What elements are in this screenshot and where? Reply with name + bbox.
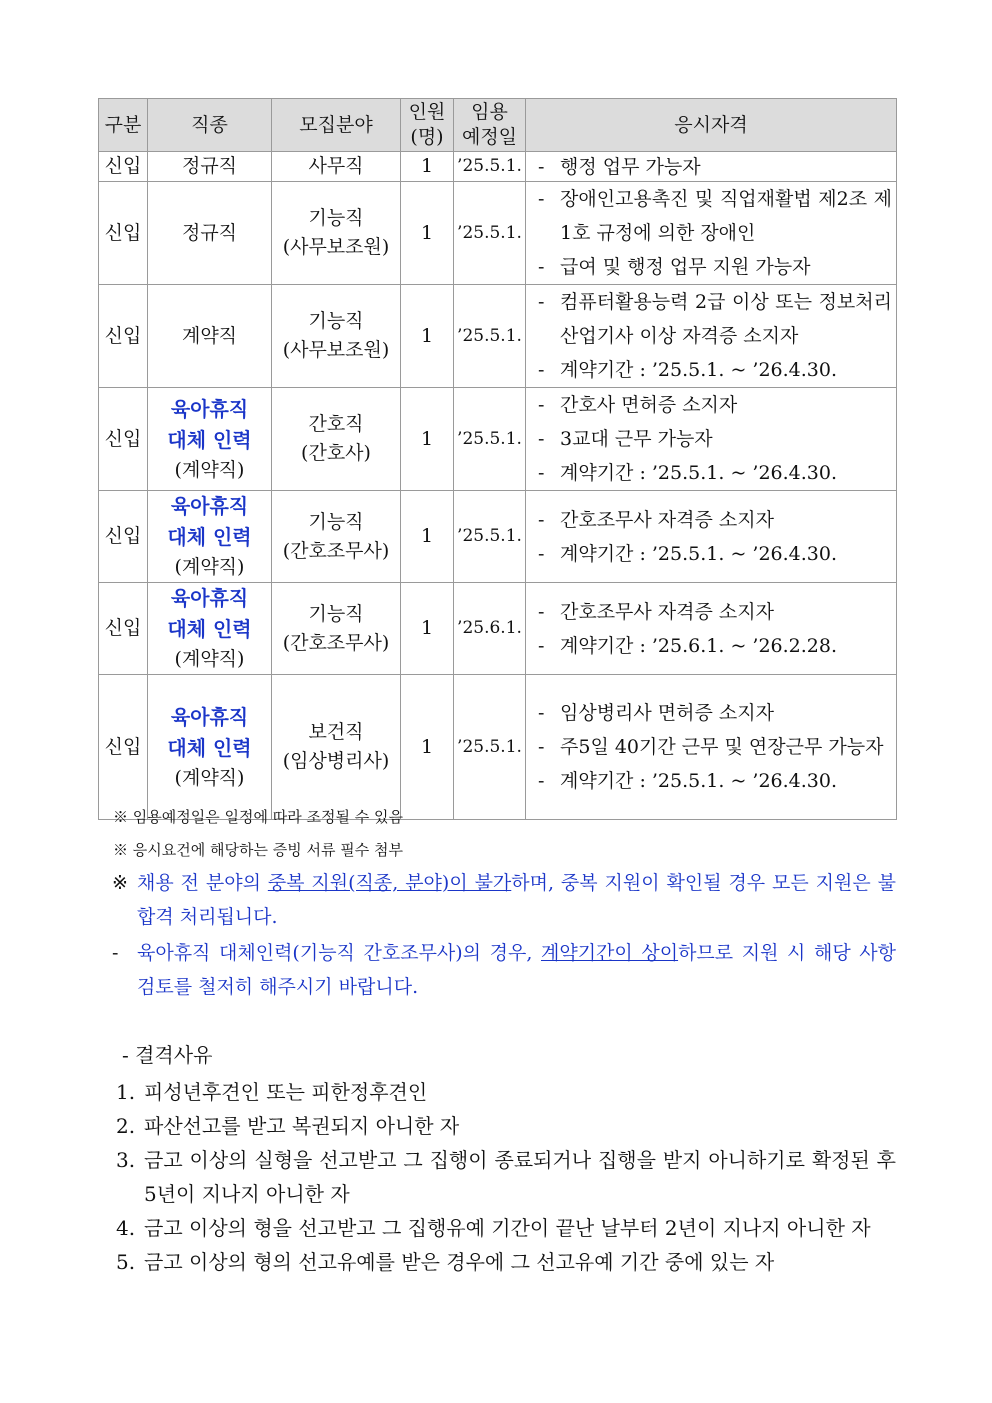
- dash-marker: -: [538, 542, 545, 565]
- cell-qualification: [526, 285, 897, 388]
- cell-headcount: 1: [401, 182, 454, 285]
- cell-job-type: [148, 182, 272, 285]
- qualification-text: 급여 및 행정 업무 지원 가능자: [560, 256, 811, 278]
- qualification-text: 간호조무사 자격증 소지자: [560, 508, 774, 531]
- dash-marker: -: [538, 394, 545, 416]
- job-type-line: 육아휴직: [170, 586, 249, 610]
- cell-field: [272, 182, 401, 285]
- cell-field: [272, 152, 401, 182]
- cell-field: [272, 675, 401, 820]
- qualification-text: 간호사 면허증 소지자: [560, 394, 738, 416]
- disqualification-item: [116, 1245, 896, 1279]
- qualification-item: [538, 456, 892, 490]
- dash-marker: -: [538, 188, 545, 210]
- cell-date: ’25.6.1.: [454, 583, 526, 675]
- cell-date: ’25.5.1.: [454, 152, 526, 182]
- qualification-text: 임상병리사 면허증 소지자: [560, 702, 774, 724]
- dash-marker: -: [538, 736, 545, 758]
- field-line: 보건직: [308, 721, 364, 743]
- table-row: [99, 491, 897, 583]
- recruitment-table: [98, 98, 897, 820]
- cell-qualification: [526, 491, 897, 583]
- job-type-line: 계약직: [181, 324, 238, 347]
- table-row: [99, 285, 897, 388]
- cell-headcount: 1: [401, 583, 454, 675]
- field-line: (사무보조원): [282, 236, 390, 258]
- cell-job-type: [148, 491, 272, 583]
- table-body: [99, 152, 897, 820]
- item-number: 5.: [116, 1250, 136, 1274]
- notice-text-part2: 하며, 중복 지원이 확인될 경우 모든 지원은 불합격 처리됩니다.: [137, 872, 896, 928]
- cell-qualification: [526, 182, 897, 285]
- cell-qualification: [526, 583, 897, 675]
- notice-contract-period: [112, 936, 896, 1004]
- qualification-item: [538, 422, 892, 456]
- cell-headcount: 1: [401, 491, 454, 583]
- field-line: (임상병리사): [282, 750, 390, 772]
- qualification-item: [538, 353, 892, 387]
- cell-field: [272, 388, 401, 491]
- header-headcount-line2: (명): [410, 126, 444, 148]
- notice-mark: ※: [112, 872, 128, 894]
- qualification-item: [538, 182, 892, 250]
- qualification-item: [538, 250, 892, 284]
- qualification-text: 계약기간 : ’25.5.1. ~ ’26.4.30.: [560, 359, 838, 381]
- cell-category: 신입: [99, 152, 148, 182]
- cell-category: 신입: [99, 583, 148, 675]
- notice2-text-part1: 육아휴직 대체인력(기능직 간호조무사)의 경우,: [137, 942, 541, 964]
- notice-dash: -: [112, 942, 119, 964]
- cell-date: ’25.5.1.: [454, 388, 526, 491]
- cell-job-type: [148, 285, 272, 388]
- qualification-item: [538, 595, 892, 629]
- dash-marker: -: [538, 770, 545, 792]
- qualification-item: [538, 629, 892, 663]
- cell-date: ’25.5.1.: [454, 675, 526, 820]
- dash-marker: -: [538, 359, 545, 381]
- disqualification-item: [116, 1143, 896, 1211]
- item-text: 금고 이상의 형의 선고유예를 받은 경우에 그 선고유예 기간 중에 있는 자: [144, 1250, 775, 1274]
- field-line: 기능직: [308, 510, 364, 533]
- notice2-text-underlined: 계약기간이 상이: [540, 942, 679, 964]
- cell-headcount: 1: [401, 285, 454, 388]
- qualification-item: [538, 503, 892, 537]
- notice-duplicate-application: [112, 866, 896, 934]
- job-type-line: 대체 인력: [167, 427, 252, 452]
- cell-job-type: [148, 583, 272, 675]
- dash-marker: -: [538, 428, 545, 450]
- job-type-line: (계약직): [174, 458, 245, 481]
- cell-headcount: 1: [401, 152, 454, 182]
- cell-category: 신입: [99, 675, 148, 820]
- qualification-text: 주5일 40기간 근무 및 연장근무 가능자: [560, 736, 884, 758]
- item-number: 1.: [116, 1080, 136, 1104]
- job-type-line: 정규직: [181, 221, 238, 244]
- qualification-item: [538, 388, 892, 422]
- cell-job-type: [148, 675, 272, 820]
- dash-marker: -: [538, 634, 545, 657]
- job-type-line: 대체 인력: [167, 525, 252, 549]
- disqualification-list: [116, 1075, 896, 1279]
- job-type-line: 대체 인력: [167, 735, 252, 760]
- cell-qualification: [526, 152, 897, 182]
- qualification-item: [538, 154, 892, 180]
- field-line: 기능직: [308, 310, 364, 332]
- cell-category: 신입: [99, 285, 148, 388]
- job-type-line: (계약직): [174, 648, 245, 670]
- qualification-item: [538, 537, 892, 571]
- cell-headcount: 1: [401, 388, 454, 491]
- cell-field: [272, 491, 401, 583]
- cell-category: 신입: [99, 182, 148, 285]
- note-schedule: ※ 임용예정일은 일정에 따라 조정될 수 있음: [113, 808, 403, 826]
- item-number: 4.: [116, 1216, 136, 1240]
- qualification-text: 장애인고용촉진 및 직업재활법 제2조 제1호 규정에 의한 장애인: [560, 188, 892, 244]
- field-line: 간호직: [308, 413, 364, 435]
- header-date-line1: 임용: [471, 101, 508, 123]
- disqualification-item: [116, 1109, 896, 1143]
- notice-text-part1: 채용 전 분야의: [137, 872, 268, 894]
- note-documents: ※ 응시요건에 해당하는 증빙 서류 필수 첨부: [113, 841, 403, 859]
- cell-date: ’25.5.1.: [454, 491, 526, 583]
- disqualification-item: [116, 1211, 896, 1245]
- job-type-line: 정규직: [181, 155, 238, 177]
- qualification-item: [538, 285, 892, 353]
- disqualification-title: - 결격사유: [122, 1043, 213, 1067]
- qualification-text: 컴퓨터활용능력 2급 이상 또는 정보처리산업기사 이상 자격증 소지자: [560, 291, 892, 347]
- qualification-text: 계약기간 : ’25.6.1. ~ ’26.2.28.: [560, 634, 838, 657]
- header-date-line2: 예정일: [461, 126, 518, 148]
- qualification-text: 행정 업무 가능자: [560, 155, 701, 178]
- job-type-line: 육아휴직: [170, 396, 249, 421]
- header-date: [454, 99, 526, 152]
- dash-marker: -: [538, 291, 545, 313]
- notice2-text-part2: 하므로 지원 시 해당 사항 검토를 철저히 해주시기 바랍니다.: [137, 942, 896, 998]
- item-text: 피성년후견인 또는 피한정후견인: [144, 1080, 428, 1104]
- header-qualification: 응시자격: [526, 99, 897, 152]
- field-line: (간호조무사): [282, 539, 390, 562]
- cell-qualification: [526, 388, 897, 491]
- table-header-row: [99, 99, 897, 152]
- dash-marker: -: [538, 702, 545, 724]
- qualification-item: [538, 764, 892, 798]
- cell-field: [272, 583, 401, 675]
- field-line: 기능직: [308, 207, 364, 229]
- header-category: 구분: [99, 99, 148, 152]
- qualification-text: 계약기간 : ’25.5.1. ~ ’26.4.30.: [560, 462, 838, 484]
- field-line: 기능직: [308, 602, 364, 625]
- cell-job-type: [148, 388, 272, 491]
- field-line: (간호조무사): [282, 631, 390, 654]
- item-number: 2.: [116, 1114, 136, 1138]
- dash-marker: -: [538, 508, 545, 531]
- qualification-text: 계약기간 : ’25.5.1. ~ ’26.4.30.: [560, 542, 838, 565]
- cell-date: ’25.5.1.: [454, 285, 526, 388]
- cell-date: ’25.5.1.: [454, 182, 526, 285]
- notice-text-underlined: 중복 지원(직종, 분야)이 불가: [267, 872, 512, 894]
- cell-category: 신입: [99, 491, 148, 583]
- dash-marker: -: [538, 155, 545, 178]
- job-type-line: (계약직): [174, 766, 245, 789]
- dash-marker: -: [538, 600, 545, 623]
- cell-job-type: [148, 152, 272, 182]
- header-headcount: [401, 99, 454, 152]
- cell-category: 신입: [99, 388, 148, 491]
- table-row: [99, 152, 897, 182]
- item-number: 3.: [116, 1148, 136, 1172]
- item-text: 금고 이상의 형을 선고받고 그 집행유예 기간이 끝난 날부터 2년이 지나지 아니한 자: [144, 1216, 871, 1240]
- job-type-line: 육아휴직: [170, 494, 249, 518]
- field-line: (사무보조원): [282, 339, 390, 361]
- job-type-line: (계약직): [174, 556, 245, 578]
- disqualification-item: [116, 1075, 896, 1109]
- job-type-line: 대체 인력: [167, 617, 252, 641]
- field-line: (간호사): [301, 442, 371, 464]
- table-row: [99, 675, 897, 820]
- header-headcount-line1: 인원: [408, 101, 446, 123]
- table-row: [99, 182, 897, 285]
- qualification-item: [538, 730, 892, 764]
- item-text: 파산선고를 받고 복권되지 아니한 자: [144, 1114, 460, 1138]
- dash-marker: -: [538, 462, 545, 484]
- cell-headcount: 1: [401, 675, 454, 820]
- item-text: 금고 이상의 실형을 선고받고 그 집행이 종료되거나 집행을 받지 아니하기로 확정된 후 5년이 지나지 아니한 자: [144, 1148, 896, 1206]
- table-row: [99, 583, 897, 675]
- job-type-line: 육아휴직: [170, 704, 249, 729]
- qualification-text: 3교대 근무 가능자: [560, 428, 713, 450]
- qualification-text: 간호조무사 자격증 소지자: [560, 600, 774, 623]
- dash-marker: -: [538, 256, 545, 278]
- table-row: [99, 388, 897, 491]
- field-line: 사무직: [308, 155, 364, 177]
- cell-field: [272, 285, 401, 388]
- qualification-text: 계약기간 : ’25.5.1. ~ ’26.4.30.: [560, 770, 838, 792]
- cell-qualification: [526, 675, 897, 820]
- qualification-item: [538, 696, 892, 730]
- header-field: 모집분야: [272, 99, 401, 152]
- header-job-type: 직종: [148, 99, 272, 152]
